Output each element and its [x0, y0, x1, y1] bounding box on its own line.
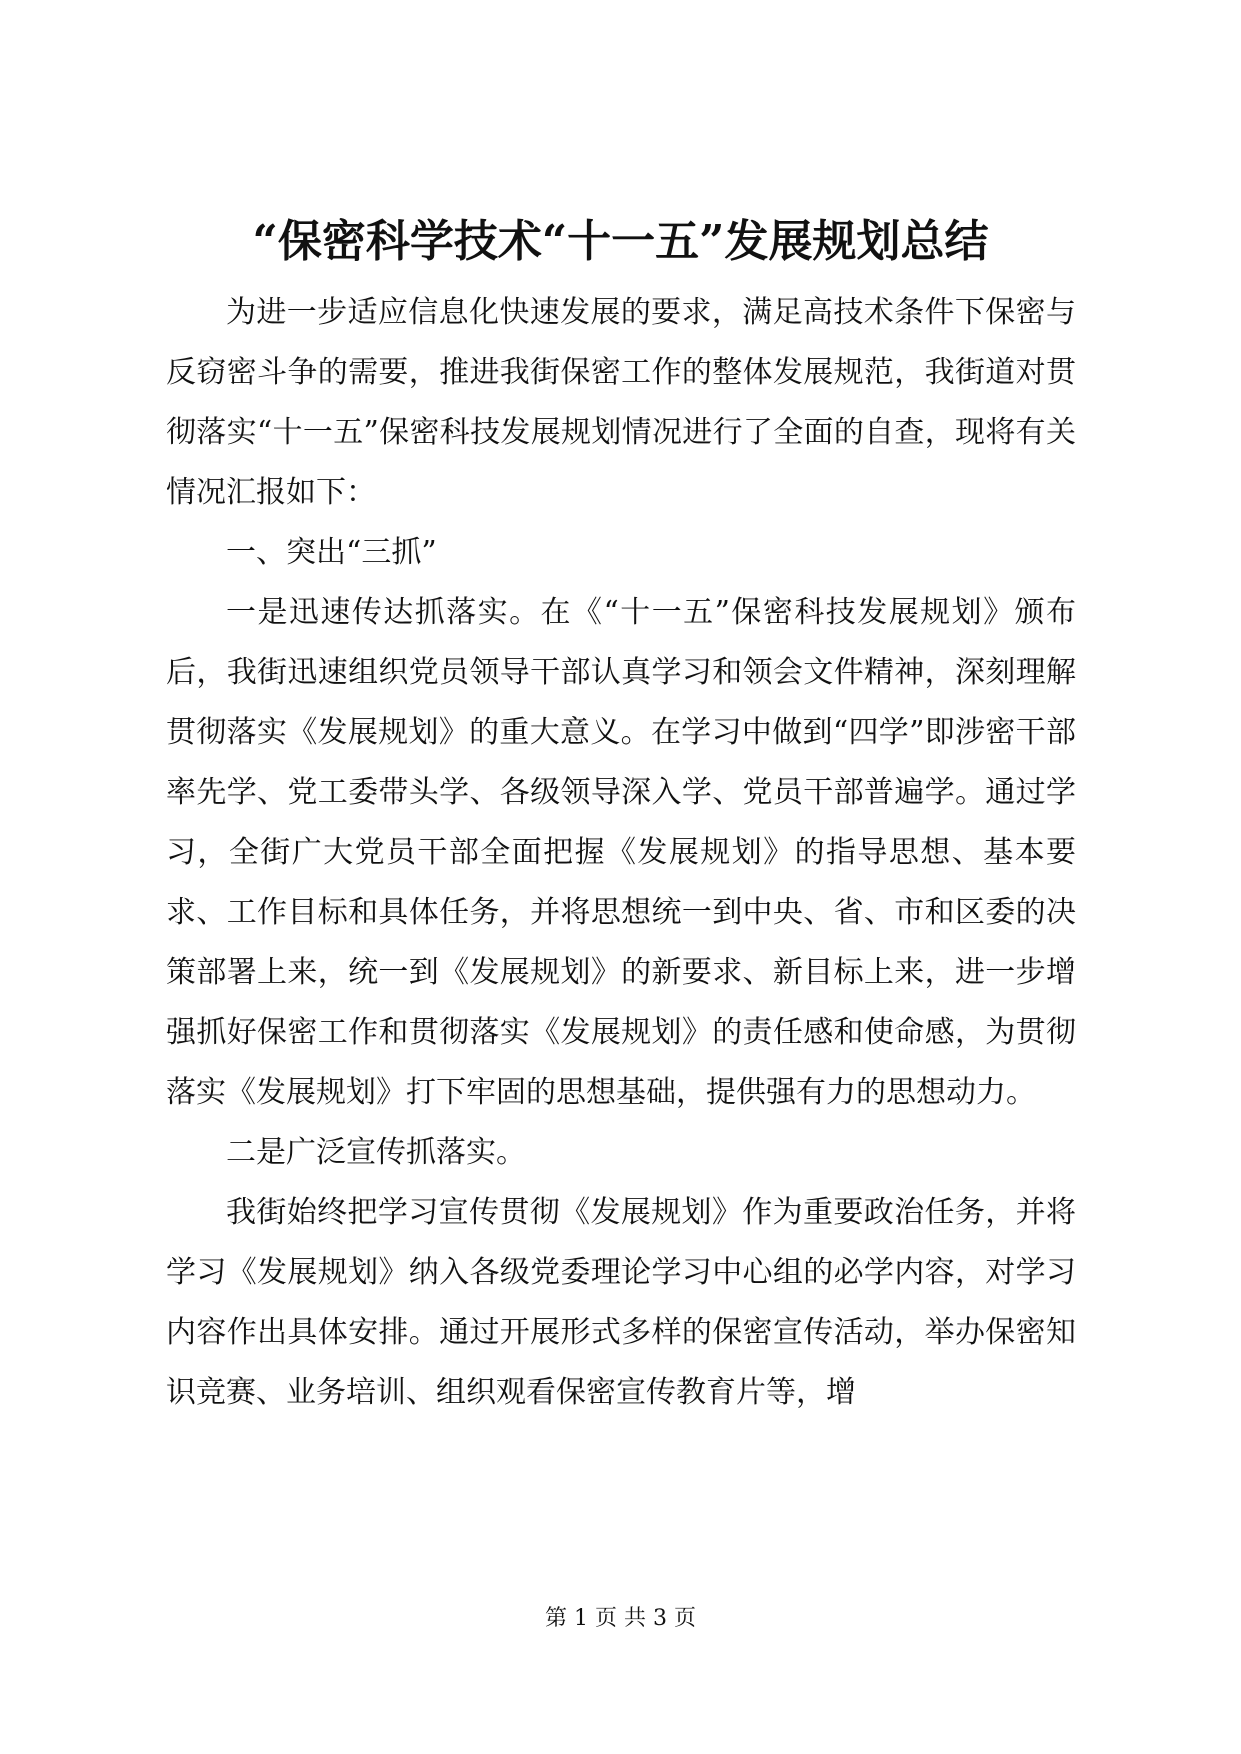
paragraph-intro: 为进一步适应信息化快速发展的要求，满足高技术条件下保密与反窃密斗争的需要，推进我街保密工作的整体发展规范，我街道对贯彻落实“十一五”保密科技发展规划情况进行了全面的自查，现将有关情况汇报如下： — [166, 295, 1076, 510]
paragraph-3: 我街始终把学习宣传贯彻《发展规划》作为重要政治任务，并将学习《发展规划》纳入各级党委理论学习中心组的必学内容，对学习内容作出具体安排。通过开展形式多样的保密宣传活动，举办保密知识竞赛、业务培训、组织观看保密宣传教育片等，增 — [166, 1195, 1076, 1410]
page-number-footer: 第 1 页 共 3 页 — [545, 1606, 696, 1631]
document-body — [166, 283, 1076, 1423]
paragraph-2-heading: 二是广泛宣传抓落实。 — [226, 1135, 526, 1170]
paragraph-1: 一是迅速传达抓落实。在《“十一五”保密科技发展规划》颁布后，我街迅速组织党员领导干部认真学习和领会文件精神，深刻理解贯彻落实《发展规划》的重大意义。在学习中做到“四学”即涉密干部率先学、党工委带头学、各级领导深入学、党员干部普遍学。通过学习，全街广大党员干部全面把握《发展规划》的指导思想、基本要求、工作目标和具体任务，并将思想统一到中央、省、市和区委的决策部署上来，统一到《发展规划》的新要求、新目标上来，进一步增强抓好保密工作和贯彻落实《发展规划》的责任感和使命感，为贯彻落实《发展规划》打下牢固的思想基础，提供强有力的思想动力。 — [166, 595, 1076, 1110]
document-title: “保密科学技术“十一五”发展规划总结 — [252, 216, 989, 267]
section-heading-1: 一、突出“三抓” — [226, 535, 437, 570]
